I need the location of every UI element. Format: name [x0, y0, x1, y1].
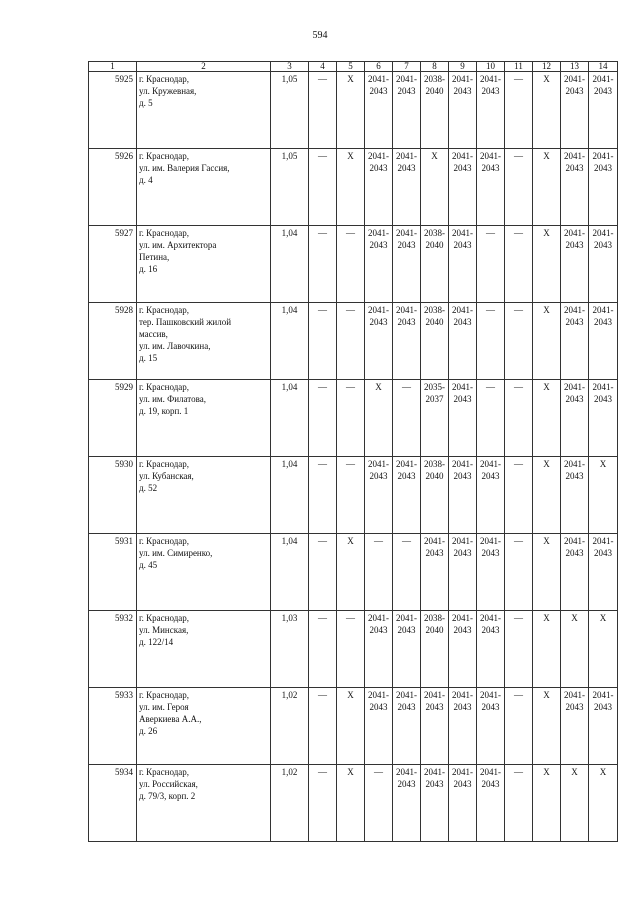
col6-cell: 2041- 2043 [365, 72, 393, 149]
col10-cell: — [477, 303, 505, 380]
coefficient-cell: 1,04 [271, 226, 309, 303]
row-number: 5926 [89, 149, 137, 226]
col9-cell: 2041- 2043 [449, 226, 477, 303]
col9-cell: 2041- 2043 [449, 303, 477, 380]
column-header: 5 [337, 62, 365, 72]
address-cell: г. Краснодар, ул. Российская, д. 79/3, корп. 2 [137, 765, 271, 842]
col11-cell: — [505, 149, 533, 226]
table-row [89, 688, 618, 765]
coefficient-cell: 1,04 [271, 380, 309, 457]
col8-cell: 2041- 2043 [421, 765, 449, 842]
col11-cell: — [505, 534, 533, 611]
col14-cell: 2041- 2043 [589, 149, 618, 226]
col13-cell: 2041- 2043 [561, 226, 589, 303]
col14-cell: 2041- 2043 [589, 72, 618, 149]
coefficient-cell: 1,02 [271, 688, 309, 765]
col12-cell: Х [533, 688, 561, 765]
row-number: 5933 [89, 688, 137, 765]
col9-cell: 2041- 2043 [449, 688, 477, 765]
col12-cell: Х [533, 457, 561, 534]
col5-cell: — [337, 226, 365, 303]
col12-cell: Х [533, 380, 561, 457]
col11-cell: — [505, 380, 533, 457]
column-header: 14 [589, 62, 618, 72]
row-number: 5934 [89, 765, 137, 842]
col10-cell: 2041- 2043 [477, 149, 505, 226]
col14-cell: 2041- 2043 [589, 380, 618, 457]
row-number: 5927 [89, 226, 137, 303]
col13-cell: 2041- 2043 [561, 457, 589, 534]
col7-cell: — [393, 534, 421, 611]
address-cell: г. Краснодар, ул. им. Героя Аверкиева А.А., д. 26 [137, 688, 271, 765]
col6-cell: 2041- 2043 [365, 611, 393, 688]
coefficient-cell: 1,04 [271, 303, 309, 380]
coefficient-cell: 1,05 [271, 72, 309, 149]
col11-cell: — [505, 226, 533, 303]
column-header: 13 [561, 62, 589, 72]
col10-cell: 2041- 2043 [477, 611, 505, 688]
col7-cell: — [393, 380, 421, 457]
col7-cell: 2041- 2043 [393, 303, 421, 380]
col7-cell: 2041- 2043 [393, 457, 421, 534]
col4-cell: — [309, 688, 337, 765]
col7-cell: 2041- 2043 [393, 688, 421, 765]
row-number: 5925 [89, 72, 137, 149]
col6-cell: 2041- 2043 [365, 457, 393, 534]
col9-cell: 2041- 2043 [449, 534, 477, 611]
col9-cell: 2041- 2043 [449, 765, 477, 842]
col4-cell: — [309, 765, 337, 842]
address-cell: г. Краснодар, ул. Минская, д. 122/14 [137, 611, 271, 688]
col6-cell: 2041- 2043 [365, 149, 393, 226]
col10-cell: 2041- 2043 [477, 457, 505, 534]
col11-cell: — [505, 611, 533, 688]
col9-cell: 2041- 2043 [449, 72, 477, 149]
col5-cell: — [337, 611, 365, 688]
col14-cell: 2041- 2043 [589, 688, 618, 765]
col9-cell: 2041- 2043 [449, 380, 477, 457]
column-header: 7 [393, 62, 421, 72]
col13-cell: 2041- 2043 [561, 688, 589, 765]
row-number: 5930 [89, 457, 137, 534]
col14-cell: Х [589, 457, 618, 534]
col9-cell: 2041- 2043 [449, 149, 477, 226]
col7-cell: 2041- 2043 [393, 611, 421, 688]
col8-cell: 2035- 2037 [421, 380, 449, 457]
table-row [89, 534, 618, 611]
col8-cell: 2038- 2040 [421, 72, 449, 149]
col4-cell: — [309, 611, 337, 688]
col13-cell: 2041- 2043 [561, 380, 589, 457]
address-cell: г. Краснодар, тер. Пашковский жилой массив, ул. им. Лавочкина, д. 15 [137, 303, 271, 380]
row-number: 5932 [89, 611, 137, 688]
address-cell: г. Краснодар, ул. им. Симиренко, д. 45 [137, 534, 271, 611]
row-number: 5928 [89, 303, 137, 380]
col14-cell: 2041- 2043 [589, 226, 618, 303]
col10-cell: — [477, 226, 505, 303]
register-table [88, 61, 618, 842]
col7-cell: 2041- 2043 [393, 226, 421, 303]
coefficient-cell: 1,05 [271, 149, 309, 226]
coefficient-cell: 1,02 [271, 765, 309, 842]
page-number: 594 [312, 30, 328, 41]
col6-cell: 2041- 2043 [365, 303, 393, 380]
col11-cell: — [505, 72, 533, 149]
column-header: 2 [137, 62, 271, 72]
column-header: 3 [271, 62, 309, 72]
address-cell: г. Краснодар, ул. Кубанская, д. 52 [137, 457, 271, 534]
col5-cell: — [337, 457, 365, 534]
coefficient-cell: 1,04 [271, 534, 309, 611]
col7-cell: 2041- 2043 [393, 765, 421, 842]
col8-cell: 2038- 2040 [421, 303, 449, 380]
col7-cell: 2041- 2043 [393, 149, 421, 226]
col14-cell: 2041- 2043 [589, 534, 618, 611]
column-header: 10 [477, 62, 505, 72]
table-row [89, 72, 618, 149]
col8-cell: Х [421, 149, 449, 226]
col9-cell: 2041- 2043 [449, 457, 477, 534]
col5-cell: Х [337, 534, 365, 611]
col14-cell: Х [589, 765, 618, 842]
address-cell: г. Краснодар, ул. Кружевная, д. 5 [137, 72, 271, 149]
col6-cell: 2041- 2043 [365, 226, 393, 303]
col13-cell: 2041- 2043 [561, 72, 589, 149]
col13-cell: 2041- 2043 [561, 149, 589, 226]
column-header: 12 [533, 62, 561, 72]
table-row [89, 611, 618, 688]
coefficient-cell: 1,04 [271, 457, 309, 534]
col8-cell: 2038- 2040 [421, 457, 449, 534]
table-row [89, 457, 618, 534]
table-row [89, 303, 618, 380]
coefficient-cell: 1,03 [271, 611, 309, 688]
col5-cell: Х [337, 765, 365, 842]
col5-cell: — [337, 380, 365, 457]
header-row [89, 62, 618, 72]
col10-cell: 2041- 2043 [477, 765, 505, 842]
address-cell: г. Краснодар, ул. им. Архитектора Петина, д. 16 [137, 226, 271, 303]
col14-cell: 2041- 2043 [589, 303, 618, 380]
column-header: 9 [449, 62, 477, 72]
col12-cell: Х [533, 72, 561, 149]
col7-cell: 2041- 2043 [393, 72, 421, 149]
column-header: 8 [421, 62, 449, 72]
table-body [89, 72, 618, 842]
column-header: 4 [309, 62, 337, 72]
col8-cell: 2038- 2040 [421, 226, 449, 303]
col5-cell: Х [337, 688, 365, 765]
column-header: 1 [89, 62, 137, 72]
col4-cell: — [309, 226, 337, 303]
col6-cell: Х [365, 380, 393, 457]
col10-cell: 2041- 2043 [477, 688, 505, 765]
col8-cell: 2038- 2040 [421, 611, 449, 688]
col8-cell: 2041- 2043 [421, 534, 449, 611]
col12-cell: Х [533, 303, 561, 380]
table-row [89, 380, 618, 457]
address-cell: г. Краснодар, ул. им. Филатова, д. 19, корп. 1 [137, 380, 271, 457]
col9-cell: 2041- 2043 [449, 611, 477, 688]
col14-cell: Х [589, 611, 618, 688]
row-number: 5931 [89, 534, 137, 611]
col12-cell: Х [533, 149, 561, 226]
col4-cell: — [309, 72, 337, 149]
col11-cell: — [505, 457, 533, 534]
col5-cell: — [337, 303, 365, 380]
col4-cell: — [309, 534, 337, 611]
col4-cell: — [309, 149, 337, 226]
col10-cell: 2041- 2043 [477, 72, 505, 149]
col4-cell: — [309, 303, 337, 380]
col6-cell: — [365, 765, 393, 842]
col12-cell: Х [533, 611, 561, 688]
col12-cell: Х [533, 534, 561, 611]
row-number: 5929 [89, 380, 137, 457]
col10-cell: 2041- 2043 [477, 534, 505, 611]
col11-cell: — [505, 688, 533, 765]
col13-cell: Х [561, 611, 589, 688]
col5-cell: Х [337, 149, 365, 226]
address-cell: г. Краснодар, ул. им. Валерия Гассия, д. 4 [137, 149, 271, 226]
col4-cell: — [309, 457, 337, 534]
col12-cell: Х [533, 226, 561, 303]
col13-cell: Х [561, 765, 589, 842]
col13-cell: 2041- 2043 [561, 534, 589, 611]
col11-cell: — [505, 303, 533, 380]
col10-cell: — [477, 380, 505, 457]
col8-cell: 2041- 2043 [421, 688, 449, 765]
col12-cell: Х [533, 765, 561, 842]
table-row [89, 226, 618, 303]
table-row [89, 149, 618, 226]
col13-cell: 2041- 2043 [561, 303, 589, 380]
table-row [89, 765, 618, 842]
col4-cell: — [309, 380, 337, 457]
column-header: 11 [505, 62, 533, 72]
col5-cell: Х [337, 72, 365, 149]
col6-cell: 2041- 2043 [365, 688, 393, 765]
col11-cell: — [505, 765, 533, 842]
column-header: 6 [365, 62, 393, 72]
col6-cell: — [365, 534, 393, 611]
